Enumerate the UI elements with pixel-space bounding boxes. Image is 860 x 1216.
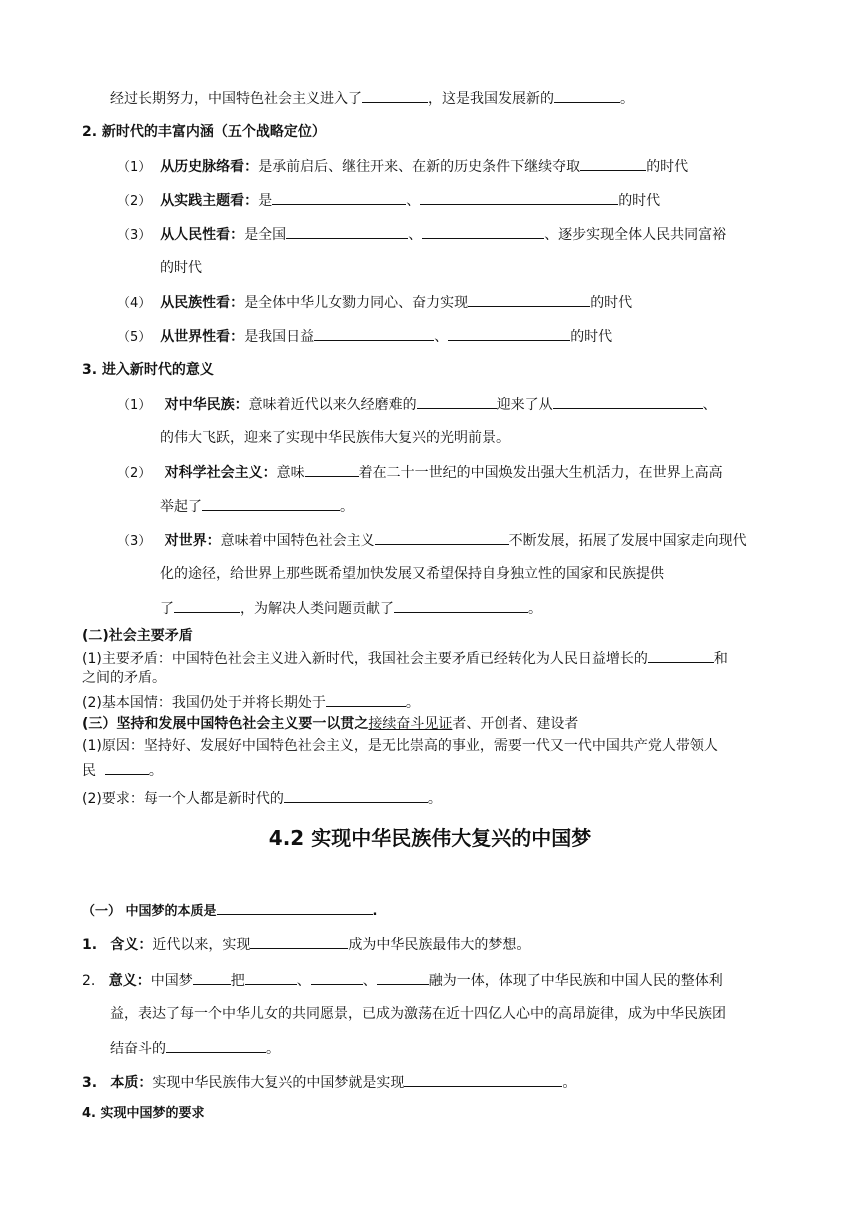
underlined-text: 接续奋斗见证: [368, 716, 453, 732]
text: 着在二十一世纪的中国焕发出强大生机活力，在世界上高高: [358, 465, 723, 481]
subsection-1: [82, 900, 377, 922]
item-heading: 对世界：: [164, 533, 221, 549]
section-3-req: [82, 788, 442, 809]
blank: [375, 530, 509, 545]
blank: [202, 496, 340, 511]
text: 迎来了从: [496, 397, 553, 413]
blank: [245, 970, 297, 985]
item-number: （4）: [117, 296, 152, 311]
text: 意味: [276, 465, 305, 481]
point-3: [82, 1072, 576, 1093]
sig-3-wrap-2: [160, 598, 542, 619]
blank: [193, 970, 231, 985]
text: 近代以来，实现: [152, 937, 251, 953]
text: 举起了: [160, 499, 202, 515]
blank: [468, 292, 590, 307]
item-number: （2）: [117, 466, 152, 481]
text: 经过长期努力，中国特色社会主义进入了: [110, 91, 362, 107]
blank: [166, 1038, 266, 1053]
sig-3-wrap-1: 化的途径，给世界上那些既希望加快发展又希望保持自身独立性的国家和民族提供: [160, 566, 664, 582]
section-2-line-2: [82, 692, 420, 713]
item-2: [117, 190, 660, 212]
text: 。: [427, 791, 442, 807]
blank: [174, 598, 240, 613]
point-2-wrap-1: 益，表达了每一个中华儿女的共同愿景，已成为激荡在近十四亿人心中的高昂旋律，成为中华民族团: [110, 1006, 726, 1022]
text: (2)基本国情：我国仍处于并将长期处于: [82, 695, 326, 711]
heading-3: 3. 进入新时代的意义: [82, 362, 214, 378]
blank: [394, 598, 528, 613]
text: (2)要求：每一个人都是新时代的: [82, 791, 284, 807]
text: 的时代: [590, 295, 633, 311]
text: 、: [406, 193, 421, 209]
text: 。: [405, 695, 420, 711]
sig-1-wrap: 的伟大飞跃，迎来了实现中华民族伟大复兴的光明前景。: [160, 430, 510, 446]
item-heading: 对中华民族：: [164, 397, 249, 413]
item-4: [117, 292, 632, 314]
text: 。: [148, 763, 163, 779]
text: 了: [160, 601, 174, 617]
text: 意味着近代以来久经磨难的: [248, 397, 417, 413]
blank: [648, 648, 714, 663]
text: 的时代: [646, 159, 689, 175]
blank: [250, 934, 348, 949]
point-heading: 意义：: [108, 973, 151, 989]
text: 是: [258, 193, 273, 209]
text: 是我国日益: [244, 329, 315, 345]
text: 、: [362, 973, 377, 989]
item-number: （3）: [117, 534, 152, 549]
point-heading: 本质：: [110, 1075, 153, 1091]
sig-2-wrap: [160, 496, 354, 517]
text: 。: [620, 91, 634, 107]
point-1: [82, 934, 530, 955]
text: (三）坚持和发展中国特色社会主义要一以贯之: [82, 716, 369, 732]
text: 。: [528, 601, 542, 617]
blank: [362, 88, 428, 103]
item-heading: 从世界性看：: [160, 329, 245, 345]
heading-2: 2. 新时代的丰富内涵（五个战略定位）: [82, 124, 326, 140]
item-number: （1）: [117, 398, 152, 413]
text: 民: [82, 763, 96, 779]
text: 、: [702, 397, 717, 413]
point-number: 1.: [82, 937, 98, 953]
item-3: [117, 224, 726, 246]
point-heading: 含义：: [110, 937, 153, 953]
blank: [284, 788, 428, 803]
item-number: （1）: [117, 160, 152, 175]
text: 。: [340, 499, 354, 515]
item-heading: 对科学社会主义：: [164, 465, 277, 481]
text: 、: [296, 973, 311, 989]
text: 、: [434, 329, 449, 345]
line-intro: [110, 88, 634, 109]
text: 不断发展，拓展了发展中国家走向现代: [508, 533, 747, 549]
section-2-line-1: [82, 648, 728, 669]
item-number: （5）: [117, 330, 152, 345]
text: 成为中华民族最伟大的梦想。: [348, 937, 531, 953]
sig-3: [117, 530, 747, 552]
section-3-reason: (1)原因：坚持好、发展好中国特色社会主义，是无比崇高的事业，需要一代又一代中国共产党人带领人: [82, 738, 718, 754]
item-3-wrap: 的时代: [160, 260, 202, 276]
item-heading: 从历史脉络看：: [160, 159, 259, 175]
blank: [417, 394, 497, 409]
point-4: 4. 实现中国梦的要求: [82, 1106, 205, 1121]
blank: [554, 88, 620, 103]
text: 是全国: [244, 227, 287, 243]
text: 实现中华民族伟大复兴的中国梦就是实现: [152, 1075, 405, 1091]
text: (1)主要矛盾：中国特色社会主义进入新时代，我国社会主要矛盾已经转化为人民日益增长的: [82, 651, 648, 667]
blank: [553, 394, 703, 409]
blank: [448, 326, 570, 341]
item-number: （3）: [117, 228, 152, 243]
blank: [105, 760, 149, 775]
section-2-heading: (二)社会主要矛盾: [82, 628, 193, 644]
item-number: （2）: [117, 194, 152, 209]
blank: [580, 156, 646, 171]
text: 的时代: [570, 329, 613, 345]
blank: [326, 692, 406, 707]
section-2-line-1-wrap: 之间的矛盾。: [82, 670, 166, 686]
text: （一） 中国梦的本质是: [82, 904, 217, 919]
point-2-wrap-2: [110, 1038, 280, 1059]
point-number: 2.: [82, 973, 96, 989]
blank: [305, 462, 359, 477]
text: 和: [713, 651, 728, 667]
text: 结奋斗的: [110, 1041, 166, 1057]
blank: [311, 970, 363, 985]
item-heading: 从人民性看：: [160, 227, 245, 243]
text: ，这是我国发展新的: [428, 91, 554, 107]
text: 把: [230, 973, 245, 989]
text: 。: [562, 1075, 577, 1091]
sig-2: [117, 462, 723, 484]
point-number: 3.: [82, 1075, 98, 1091]
text: 是全体中华儿女勠力同心、奋力实现: [244, 295, 469, 311]
text: 者、开创者、建设者: [452, 716, 579, 732]
blank: [420, 190, 618, 205]
item-5: [117, 326, 612, 348]
text: 、: [408, 227, 423, 243]
blank: [286, 224, 408, 239]
item-heading: 从实践主题看：: [160, 193, 259, 209]
text: 的时代: [618, 193, 661, 209]
text: 、逐步实现全体人民共同富裕: [544, 227, 727, 243]
section-3-heading: [82, 714, 578, 734]
blank: [314, 326, 434, 341]
blank: [377, 970, 429, 985]
item-heading: 从民族性看：: [160, 295, 245, 311]
blank: [404, 1072, 562, 1087]
blank: [217, 900, 373, 915]
section-title-4-2: 4.2 实现中华民族伟大复兴的中国梦: [268, 826, 592, 850]
sig-1: [117, 394, 717, 416]
text: .: [372, 904, 378, 919]
text: 中国梦: [150, 973, 193, 989]
section-3-reason-wrap: [82, 760, 163, 781]
item-1: [117, 156, 688, 178]
point-2: [82, 970, 723, 991]
text: 融为一体，体现了中华民族和中国人民的整体利: [428, 973, 723, 989]
blank: [272, 190, 406, 205]
text: 意味着中国特色社会主义: [220, 533, 375, 549]
blank: [422, 224, 544, 239]
text: 是承前启后、继往开来、在新的历史条件下继续夺取: [258, 159, 581, 175]
text: ，为解决人类问题贡献了: [240, 601, 394, 617]
text: 。: [266, 1041, 280, 1057]
